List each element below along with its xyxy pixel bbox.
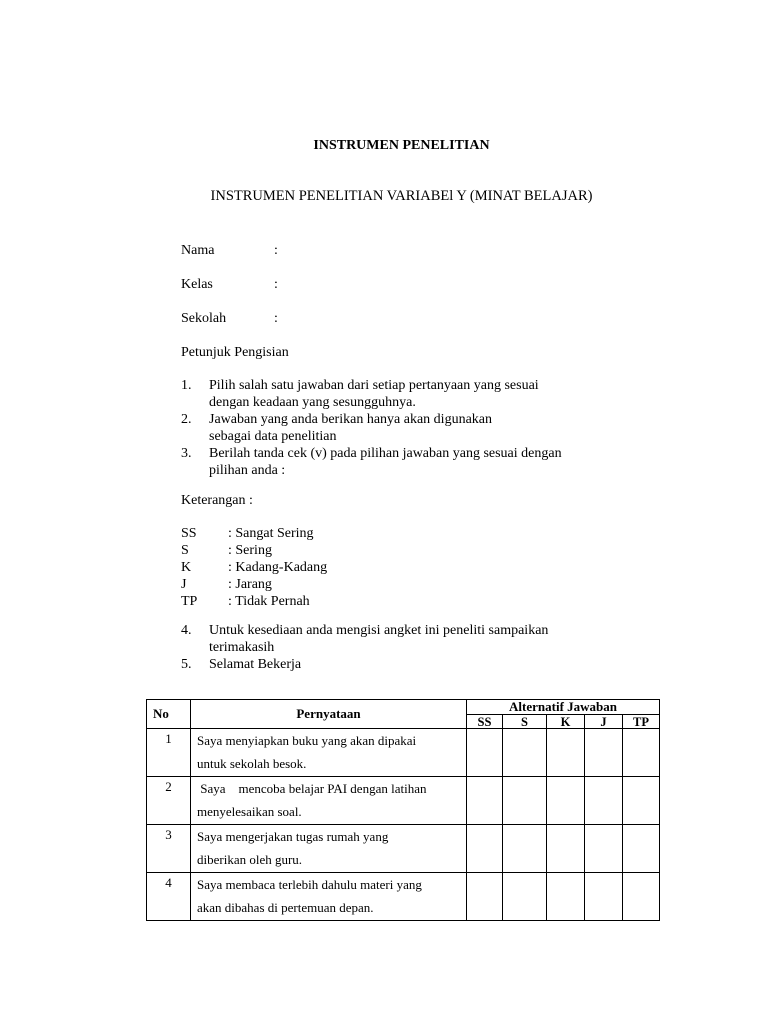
answer-cell-tp[interactable] bbox=[623, 873, 660, 921]
petunjuk-text-1a: Pilih salah satu jawaban dari setiap pertanyaan yang sesuai bbox=[209, 378, 539, 393]
answer-cell-s[interactable] bbox=[503, 873, 547, 921]
statement-line: diberikan oleh guru. bbox=[197, 852, 303, 867]
keterangan-code-j: J bbox=[181, 577, 187, 592]
answer-cell-j[interactable] bbox=[585, 825, 623, 873]
answer-cell-tp[interactable] bbox=[623, 729, 660, 777]
petunjuk-text-3a: Berilah tanda cek (v) pada pilihan jawaban yang sesuai dengan bbox=[209, 446, 562, 461]
row-statement bbox=[191, 777, 467, 825]
answer-cell-s[interactable] bbox=[503, 825, 547, 873]
petunjuk-text-2a: Jawaban yang anda berikan hanya akan digunakan bbox=[209, 412, 492, 427]
header-option-tp: TP bbox=[623, 715, 660, 729]
statement-line: Saya mengerjakan tugas rumah yang bbox=[197, 829, 389, 844]
field-colon-kelas: : bbox=[274, 277, 278, 292]
extra-text-4b: terimakasih bbox=[209, 640, 275, 655]
keterangan-code-k: K bbox=[181, 560, 192, 575]
header-option-s: S bbox=[503, 715, 547, 729]
answer-cell-k[interactable] bbox=[547, 873, 585, 921]
statement-line: akan dibahas di pertemuan depan. bbox=[197, 900, 374, 915]
answer-cell-j[interactable] bbox=[585, 873, 623, 921]
petunjuk-num-1: 1. bbox=[181, 378, 192, 393]
row-statement bbox=[191, 729, 467, 777]
answer-cell-ss[interactable] bbox=[467, 777, 503, 825]
row-number: 4 bbox=[147, 873, 191, 921]
answer-cell-k[interactable] bbox=[547, 825, 585, 873]
extra-text-5a: Selamat Bekerja bbox=[209, 657, 302, 672]
questionnaire-table bbox=[146, 699, 660, 921]
answer-cell-ss[interactable] bbox=[467, 729, 503, 777]
keterangan-desc-tp: : Tidak Pernah bbox=[228, 594, 310, 609]
petunjuk-num-2: 2. bbox=[181, 412, 192, 427]
header-statement: Pernyataan bbox=[191, 700, 467, 729]
document-subtitle: INSTRUMEN PENELITIAN VARIABEl Y (MINAT BELAJAR) bbox=[210, 188, 593, 204]
table-row bbox=[147, 873, 660, 921]
answer-cell-j[interactable] bbox=[585, 777, 623, 825]
keterangan-desc-s: : Sering bbox=[228, 543, 272, 558]
answer-cell-ss[interactable] bbox=[467, 873, 503, 921]
keterangan-code-ss: SS bbox=[181, 526, 197, 541]
extra-num-5: 5. bbox=[181, 657, 192, 672]
field-colon-sekolah: : bbox=[274, 311, 278, 326]
statement-line: untuk sekolah besok. bbox=[197, 756, 307, 771]
field-colon-nama: : bbox=[274, 243, 278, 258]
row-number: 1 bbox=[147, 729, 191, 777]
row-number: 3 bbox=[147, 825, 191, 873]
field-label-nama: Nama bbox=[181, 243, 215, 258]
statement-line: Saya membaca terlebih dahulu materi yang bbox=[197, 877, 422, 892]
table-row bbox=[147, 825, 660, 873]
answer-cell-k[interactable] bbox=[547, 729, 585, 777]
header-alternatif: Alternatif Jawaban bbox=[467, 700, 660, 715]
table-row bbox=[147, 777, 660, 825]
answer-cell-tp[interactable] bbox=[623, 825, 660, 873]
extra-num-4: 4. bbox=[181, 623, 192, 638]
keterangan-desc-ss: : Sangat Sering bbox=[228, 526, 314, 541]
row-number: 2 bbox=[147, 777, 191, 825]
answer-cell-tp[interactable] bbox=[623, 777, 660, 825]
statement-line: Saya menyiapkan buku yang akan dipakai bbox=[197, 733, 417, 748]
answer-cell-k[interactable] bbox=[547, 777, 585, 825]
header-no: No bbox=[147, 700, 191, 729]
petunjuk-heading: Petunjuk Pengisian bbox=[181, 345, 289, 360]
row-statement bbox=[191, 873, 467, 921]
extra-text-4a: Untuk kesediaan anda mengisi angket ini peneliti sampaikan bbox=[209, 623, 549, 638]
keterangan-heading: Keterangan : bbox=[181, 493, 253, 508]
table-row bbox=[147, 729, 660, 777]
keterangan-desc-k: : Kadang-Kadang bbox=[228, 560, 328, 575]
field-label-sekolah: Sekolah bbox=[181, 311, 227, 326]
header-option-k: K bbox=[547, 715, 585, 729]
statement-line: Saya mencoba belajar PAI dengan latihan bbox=[197, 781, 427, 796]
keterangan-desc-j: : Jarang bbox=[228, 577, 272, 592]
answer-cell-ss[interactable] bbox=[467, 825, 503, 873]
document-title: INSTRUMEN PENELITIAN bbox=[313, 138, 490, 153]
header-option-j: J bbox=[585, 715, 623, 729]
keterangan-code-s: S bbox=[181, 543, 189, 558]
keterangan-code-tp: TP bbox=[181, 594, 198, 609]
header-option-ss: SS bbox=[467, 715, 503, 729]
answer-cell-j[interactable] bbox=[585, 729, 623, 777]
row-statement bbox=[191, 825, 467, 873]
petunjuk-num-3: 3. bbox=[181, 446, 192, 461]
petunjuk-text-1b: dengan keadaan yang sesungguhnya. bbox=[209, 395, 416, 410]
petunjuk-text-3b: pilihan anda : bbox=[209, 463, 286, 478]
petunjuk-text-2b: sebagai data penelitian bbox=[209, 429, 337, 444]
answer-cell-s[interactable] bbox=[503, 777, 547, 825]
statement-line: menyelesaikan soal. bbox=[197, 804, 302, 819]
field-label-kelas: Kelas bbox=[181, 277, 213, 292]
answer-cell-s[interactable] bbox=[503, 729, 547, 777]
